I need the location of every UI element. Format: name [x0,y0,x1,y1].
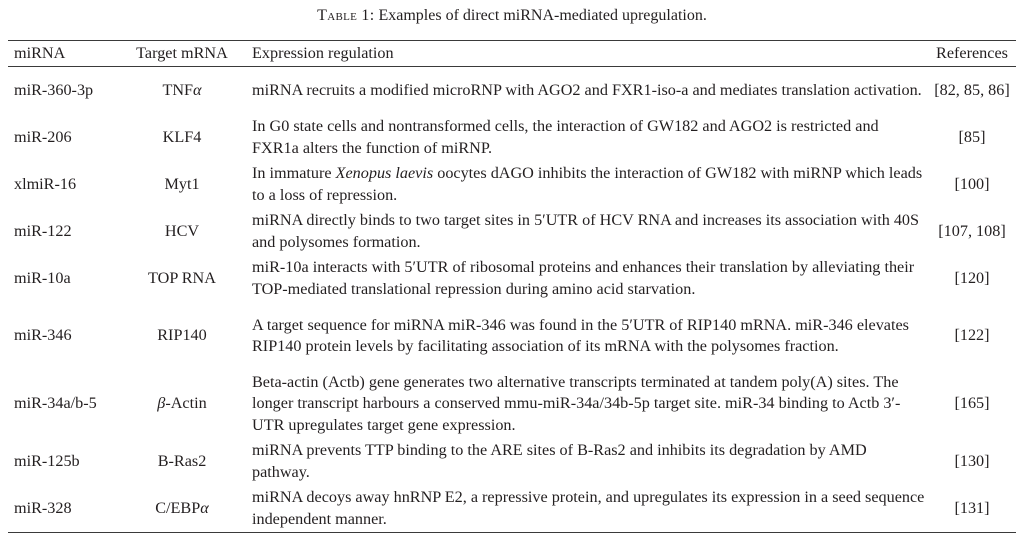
cell-references: [82, 85, 86] [934,80,1010,99]
cell-expression-regulation: miRNA recruits a modified microRNP with AGO2 and FXR1-iso-a and mediates translation activation. [252,80,922,99]
regulation-text-before: In immature [252,164,336,183]
cell-expression-regulation: A target sequence for miRNA miR-346 was found in the 5′UTR of RIP140 mRNA. miR-346 elevates RIP140 protein levels by facilitating association of its mRNA with the polysomes fraction. [252,315,909,355]
table-row [8,302,1016,370]
header-references: References [928,41,1016,67]
header-target-mrna: Target mRNA [118,41,246,67]
cell-mirna: miR-122 [14,221,72,240]
table-header-row [8,41,1016,67]
cell-expression-regulation: miRNA prevents TTP binding to the ARE sites of B-Ras2 and inhibits its degradation by AMD pathway. [252,441,867,481]
cell-target-mrna: Myt1 [164,174,200,193]
cell-expression-regulation: In G0 state cells and nontransformed cells, the interaction of GW182 and AGO2 is restricted and FXR1a alters the function of miRNP. [252,117,879,157]
cell-target-greek: α [193,80,202,99]
cell-mirna: miR-328 [8,485,118,533]
mirna-upregulation-table [8,40,1016,533]
cell-references: [131] [928,485,1016,533]
table-caption-label: Table 1: [317,7,375,24]
table-caption [0,6,1024,26]
cell-target-mrna: β-Actin [157,394,207,413]
cell-expression-regulation: miR-10a interacts with 5′UTR of ribosomal proteins and enhances their translation by alleviating their TOP-mediated translational repression during amino acid starvation. [252,258,915,298]
cell-target-mrna: TOP RNA [148,268,216,287]
cell-mirna: miR-360-3p [14,80,94,99]
cell-mirna: miR-206 [14,127,72,146]
table-row [8,161,1016,208]
table-row [8,67,1016,115]
table-caption-text: Examples of direct miRNA-mediated upregulation. [374,7,707,24]
cell-references: [120] [954,268,990,287]
cell-mirna: miR-34a/b-5 [14,394,97,413]
cell-mirna: miR-346 [14,326,72,345]
table-row [8,370,1016,438]
cell-references: [122] [954,326,990,345]
cell-mirna: miR-125b [14,451,80,470]
cell-target-greek: β [157,394,166,413]
cell-references: [107, 108] [938,221,1006,240]
cell-mirna: xlmiR-16 [14,174,77,193]
cell-target-mrna: KLF4 [162,127,202,146]
table-row [8,255,1016,302]
cell-target-mrna: RIP140 [157,326,207,345]
table-row [8,208,1016,255]
cell-references: [165] [954,394,990,413]
cell-target-greek: α [200,498,209,517]
cell-target-mrna: C/EBPα [118,485,246,533]
cell-references: [100] [954,174,990,193]
cell-references: [130] [954,451,990,470]
cell-target-mrna: B-Ras2 [157,451,207,470]
cell-mirna: miR-10a [14,268,71,287]
table-row [8,114,1016,161]
cell-target-mrna: TNFα [162,80,202,99]
cell-references: [85] [958,127,986,146]
header-mirna: miRNA [8,41,118,67]
table-row [8,485,1016,533]
cell-expression-regulation: miRNA decoys away hnRNP E2, a repressive protein, and upregulates its expression in a seed sequence independent manner. [246,485,928,533]
table-row [8,438,1016,485]
cell-expression-regulation [246,161,928,208]
cell-expression-regulation: Beta-actin (Actb) gene generates two alternative transcripts terminated at tandem poly(A) sites. The longer transcript harbours a conserved mmu-miR-34a/34b-5p target site. miR-34 binding to Actb 3′-UTR upregulates target gene expression. [252,372,901,434]
regulation-text-after: oocytes dAGO inhibits the interaction of GW182 with miRNP which leads to a loss of repression. [252,164,923,204]
header-expression-regulation: Expression regulation [246,41,928,67]
cell-target-mrna: HCV [164,221,200,240]
cell-expression-regulation: miRNA directly binds to two target sites in 5′UTR of HCV RNA and increases its association with 40S and polysomes formation. [252,211,920,251]
regulation-text-italic: Xenopus laevis [335,164,434,183]
